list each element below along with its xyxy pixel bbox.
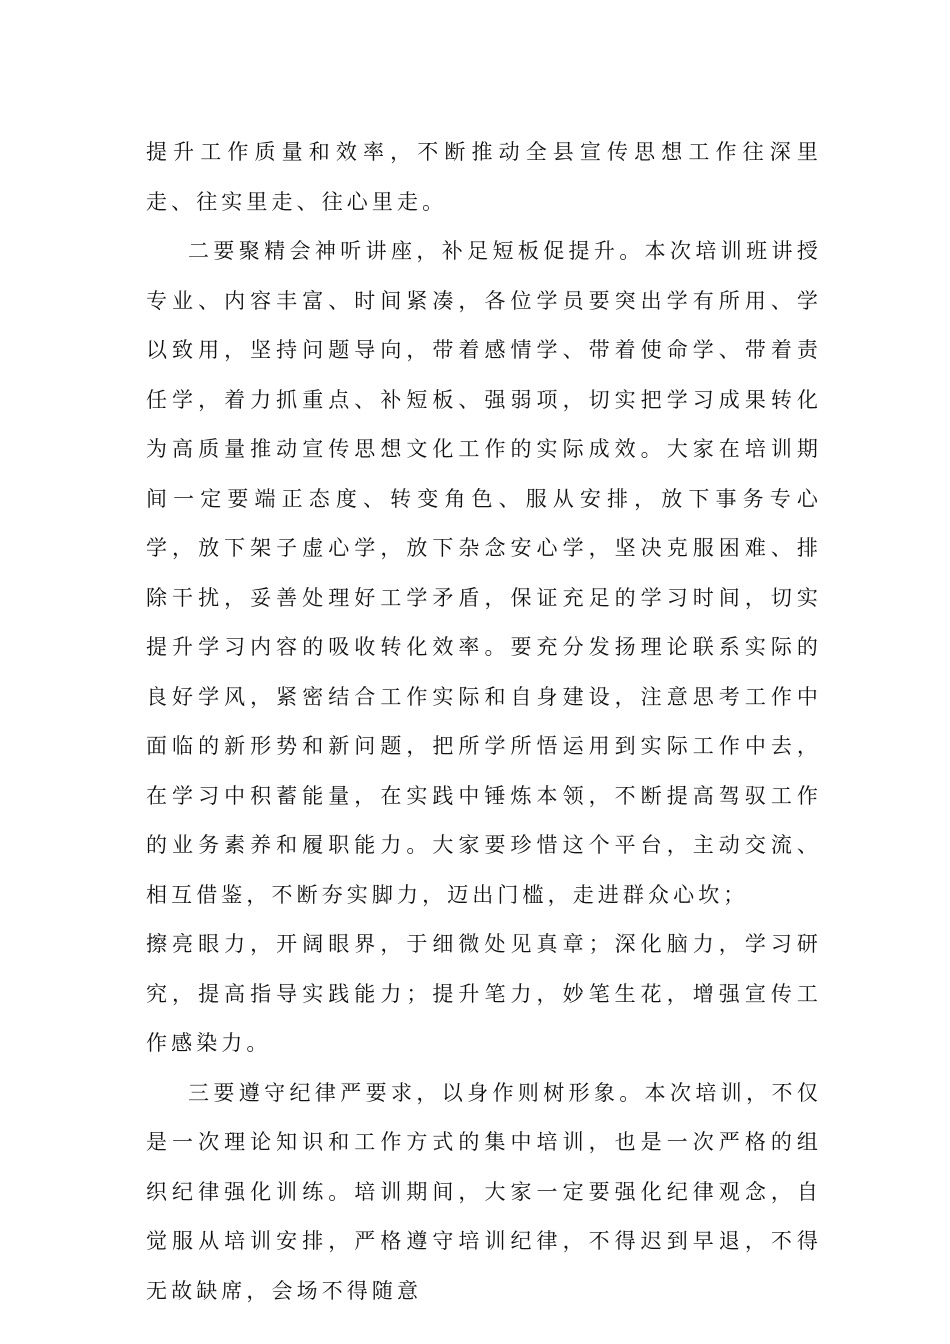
body-text: [146, 128, 822, 1316]
paragraph-continuation: 提升工作质量和效率，不断推动全县宣传思想工作往深里走、往实里走、往心里走。: [146, 140, 822, 214]
paragraph-point-three: 三要遵守纪律严要求，以身作则树形象。本次培训，不仅是一次理论知识和工作方式的集中培训，也是一次严格的组织纪律强化训练。培训期间，大家一定要强化纪律观念，自觉服从培训安排，严格遵守培训纪律，不得迟到早退，不得无故缺席，会场不得随意: [146, 1080, 822, 1303]
paragraph-point-two-continued: 擦亮眼力，开阔眼界，于细微处见真章；深化脑力，学习研究，提高指导实践能力；提升笔力，妙笔生花，增强宣传工作感染力。: [146, 932, 822, 1055]
paragraph-point-two: 二要聚精会神听讲座，补足短板促提升。本次培训班讲授专业、内容丰富、时间紧凑，各位学员要突出学有所用、学以致用，坚持问题导向，带着感情学、带着使命学、带着责任学，着力抓重点、补短板、强弱项，切实把学习成果转化为高质量推动宣传思想文化工作的实际成效。大家在培训期间一定要端正态度、转变角色、服从安排，放下事务专心学，放下架子虚心学，放下杂念安心学，坚决克服困难、排除干扰，妥善处理好工学矛盾，保证充足的学习时间，切实提升学习内容的吸收转化效率。要充分发扬理论联系实际的良好学风，紧密结合工作实际和自身建设，注意思考工作中面临的新形势和新问题，把所学所悟运用到实际工作中去，在学习中积蓄能量，在实践中锤炼本领，不断提高驾驭工作的业务素养和履职能力。大家要珍惜这个平台，主动交流、相互借鉴，不断夯实脚力，迈出门槛，走进群众心坎；: [146, 239, 822, 907]
